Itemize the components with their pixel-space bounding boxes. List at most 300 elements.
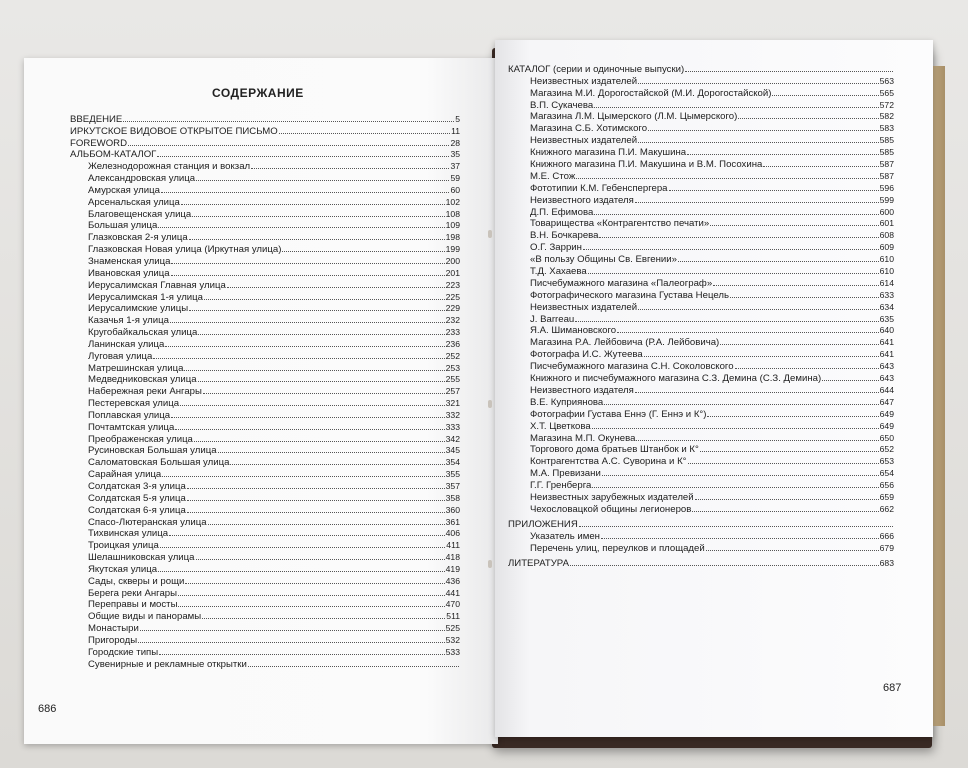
toc-entry-label: Иерусалимская Главная улица (88, 279, 226, 291)
toc-entry-label: Х.Т. Цветкова (530, 420, 591, 432)
toc-entry (70, 267, 460, 279)
toc-entry (70, 599, 460, 611)
dot-leader (638, 309, 879, 310)
toc-entry-page: 357 (445, 481, 460, 491)
toc-entry (70, 397, 460, 409)
toc-entry (70, 646, 460, 658)
toc-entry-page: 563 (879, 75, 894, 86)
toc-entry-page: 252 (445, 350, 460, 361)
toc-entry-label: М.А. Превизани (530, 468, 601, 480)
dot-leader (669, 190, 879, 191)
toc-entry-label: Сувенирные и рекламные открытки (88, 658, 247, 670)
toc-entry-label: Переправы и мосты (88, 599, 178, 611)
page-number-right: 687 (883, 682, 902, 694)
dot-leader (196, 559, 445, 560)
dot-leader (588, 273, 879, 274)
toc-entry-page: 198 (445, 232, 460, 243)
toc-entry (508, 384, 894, 396)
toc-entry-label: Амурская улица (88, 184, 160, 196)
toc-entry-label: Неизвестных издателей (530, 75, 638, 87)
toc-entry (508, 432, 894, 444)
toc-entry (508, 111, 894, 123)
toc-entry-page: 109 (445, 220, 460, 231)
toc-entry-page: 470 (445, 599, 460, 610)
toc-entry (70, 634, 460, 646)
toc-entry (70, 539, 460, 551)
toc-entry (508, 182, 894, 194)
toc-entry (70, 172, 460, 184)
toc-entry-page: 257 (445, 386, 460, 397)
toc-entry (508, 87, 894, 99)
toc-entry-label: Монастыри (88, 623, 139, 635)
toc-entry-page: 533 (445, 646, 460, 657)
toc-entry (508, 558, 894, 570)
toc-entry-label: Шелашниковская улица (88, 552, 195, 564)
toc-entry-page: 635 (879, 313, 894, 324)
dot-leader (678, 261, 879, 262)
toc-entry (70, 291, 460, 303)
toc-entry-label: Книжного и писчебумажного магазина С.З. Демина (С.З. Демина) (530, 373, 822, 385)
toc-entry-page: 649 (879, 408, 894, 419)
toc-entry (70, 338, 460, 350)
dot-leader (189, 310, 445, 311)
toc-entry (70, 516, 460, 528)
toc-entry-label: Солдатская 3-я улица (88, 481, 186, 492)
dot-leader (171, 275, 445, 276)
dot-leader (128, 145, 449, 146)
toc-entry-page: 229 (445, 303, 460, 314)
dot-leader (175, 429, 444, 430)
toc-entry-label: Книжного магазина П.И. Макушина (530, 147, 687, 159)
toc-entry (70, 622, 460, 634)
dot-leader (140, 630, 445, 631)
toc-entry-label: Поплавская улица (88, 409, 171, 421)
dot-leader (687, 154, 879, 155)
dot-leader (161, 192, 450, 193)
toc-entry-page: 583 (879, 123, 894, 134)
toc-entry-label: Пригороды (88, 634, 138, 646)
toc-entry-page: 199 (445, 244, 460, 255)
toc-entry-label: Неизвестных издателей (530, 135, 638, 147)
toc-entry (508, 518, 894, 530)
toc-entry-page: 233 (445, 327, 460, 338)
toc-entry-page: 200 (445, 255, 460, 266)
toc-entry-label: Солдатская 5-я улица (88, 492, 186, 504)
toc-entry-label: Я.А. Шимановского (530, 325, 617, 337)
toc-entry-label: В.Н. Бочкарева (530, 230, 599, 242)
toc-entry (70, 149, 460, 161)
toc-entry (508, 455, 894, 467)
dot-leader (159, 654, 445, 655)
dot-leader (160, 547, 445, 548)
toc-entry-label: Магазина Р.А. Лейбовича (Р.А. Лейбовича) (530, 337, 720, 349)
dot-leader (594, 107, 878, 108)
toc-entry-label: Большая улица (88, 220, 158, 232)
toc-entry-page: 647 (879, 396, 894, 407)
toc-entry (70, 504, 460, 516)
dot-leader (282, 251, 444, 252)
dot-leader (123, 121, 454, 122)
dot-leader (822, 380, 878, 381)
toc-entry-label: Матрешинская улица (88, 362, 184, 374)
toc-entry (508, 146, 894, 158)
dot-leader (279, 133, 450, 134)
dot-leader (138, 642, 444, 643)
toc-entry-label: Неизвестных зарубежных издателей (530, 491, 694, 503)
toc-entry-page: 60 (450, 184, 460, 195)
dot-leader (700, 451, 879, 452)
toc-entry-page: 587 (879, 170, 894, 181)
dot-leader (218, 452, 445, 453)
toc-entry-label: Магазина М.П. Окунева (530, 432, 636, 444)
dot-leader (604, 404, 878, 405)
toc-entry-page: 585 (879, 147, 894, 158)
toc-entry (70, 137, 460, 149)
toc-entry-label: Фотографии Густава Еннэ (Г. Еннэ и К°) (530, 408, 707, 420)
toc-entry (508, 348, 894, 360)
toc-entry (70, 326, 460, 338)
toc-entry (508, 75, 894, 87)
toc-entry-label: J. Barreau (530, 313, 575, 325)
toc-entry (508, 420, 894, 432)
toc-entry-page: 610 (879, 254, 894, 265)
toc-entry (70, 480, 460, 492)
toc-entry-label: Медведниковская улица (88, 374, 197, 386)
dot-leader (187, 488, 445, 489)
toc-entry-label: Д.П. Ефимова (530, 206, 594, 218)
toc-entry-label: Фототипии К.М. Гебенспергера (530, 182, 668, 194)
dot-leader (178, 606, 444, 607)
toc-entry-label: Троицкая улица (88, 540, 159, 552)
toc-entry-label: Неизвестного издателя (530, 194, 634, 206)
toc-entry-label: Иерусалимские улицы (88, 303, 189, 315)
toc-entry (70, 468, 460, 480)
toc-entry (508, 289, 894, 301)
toc-entry-page: 232 (445, 315, 460, 326)
toc-entry-label: Кругобайкальская улица (88, 327, 198, 339)
dot-leader (169, 535, 445, 536)
dot-leader (185, 583, 444, 584)
toc-entry (70, 160, 460, 172)
toc-entry-label: Саломатовская Большая улица (88, 457, 230, 469)
toc-entry-label: Магазина С.Б. Хотимского (530, 123, 648, 135)
toc-entry (70, 385, 460, 397)
toc-entry-page: 436 (445, 575, 460, 586)
toc-entry (508, 265, 894, 277)
toc-entry-label: Арсенальская улица (88, 196, 180, 208)
dot-leader (162, 476, 444, 477)
toc-entry-page: 360 (445, 504, 460, 515)
toc-entry-label: Пестеревская улица (88, 398, 180, 410)
toc-entry-label: ИРКУТСКОЕ ВИДОВОЕ ОТКРЫТОЕ ПИСЬМО (70, 125, 278, 137)
toc-entry (508, 122, 894, 134)
toc-entry-page: 223 (445, 279, 460, 290)
toc-entry-label: FOREWORD (70, 137, 128, 149)
dot-leader (601, 538, 879, 539)
toc-entry (508, 218, 894, 230)
toc-entry-page: 587 (879, 159, 894, 170)
toc-entry (508, 194, 894, 206)
toc-entry (508, 313, 894, 325)
dot-leader (710, 225, 878, 226)
toc-entry (70, 184, 460, 196)
toc-entry-page: 441 (445, 587, 460, 598)
dot-leader (204, 299, 445, 300)
toc-entry (70, 658, 460, 670)
toc-entry-label: М.Е. Стож (530, 170, 576, 182)
toc-entry-page: 345 (445, 445, 460, 456)
dot-leader (170, 322, 445, 323)
dot-leader (602, 475, 879, 476)
toc-entry-page: 108 (445, 208, 460, 219)
toc-entry-label: Знаменская улица (88, 255, 171, 267)
dot-leader (202, 618, 445, 619)
toc-entry-label: Тихвинская улица (88, 528, 169, 540)
toc-entry (508, 277, 894, 289)
toc-entry-page: 525 (445, 623, 460, 634)
dot-leader (617, 332, 879, 333)
toc-entry-page: 355 (445, 469, 460, 480)
toc-entry (70, 492, 460, 504)
toc-entry-page: 582 (879, 111, 894, 122)
toc-entry-page: 654 (879, 468, 894, 479)
toc-entry-label: Солдатская 6-я улица (88, 504, 186, 516)
dot-leader (198, 381, 445, 382)
toc-entry (70, 456, 460, 468)
toc-entry (70, 445, 460, 457)
toc-entry-label: Благовещенская улица (88, 208, 192, 220)
toc-entry-label: Перечень улиц, переулков и площадей (530, 542, 705, 554)
toc-left-column (70, 113, 460, 670)
toc-entry-page: 59 (450, 173, 460, 184)
toc-entry (508, 206, 894, 218)
dot-leader (187, 512, 445, 513)
dot-leader (181, 204, 445, 205)
toc-entry-page: 5 (455, 113, 460, 124)
page-number-left: 686 (38, 703, 57, 715)
toc-entry (508, 170, 894, 182)
toc-entry (508, 444, 894, 456)
toc-entry (70, 231, 460, 243)
toc-entry-page: 601 (879, 218, 894, 229)
toc-entry (70, 587, 460, 599)
binding-thread (488, 230, 492, 238)
toc-entry-page: 321 (445, 398, 460, 409)
toc-entry (70, 196, 460, 208)
toc-entry-label: Преображенская улица (88, 433, 193, 445)
dot-leader (248, 666, 459, 667)
dot-leader (189, 239, 445, 240)
toc-entry-label: Книжного магазина П.И. Макушина и В.М. Посохина (530, 159, 763, 171)
toc-entry-page: 610 (879, 266, 894, 277)
toc-entry-page: 572 (879, 99, 894, 110)
toc-entry-label: Контрагентства А.С. Суворина и К° (530, 456, 687, 468)
toc-entry-page: 666 (879, 530, 894, 541)
toc-entry-label: Якутская улица (88, 563, 158, 575)
toc-entry (70, 303, 460, 315)
toc-entry-page: 225 (445, 291, 460, 302)
page-title: СОДЕРЖАНИЕ (212, 86, 304, 100)
dot-leader (592, 428, 879, 429)
toc-entry (70, 362, 460, 374)
dot-leader (713, 285, 879, 286)
toc-entry (508, 467, 894, 479)
toc-entry (508, 360, 894, 372)
toc-entry-page: 201 (445, 267, 460, 278)
toc-entry (70, 575, 460, 587)
toc-entry-page: 643 (879, 373, 894, 384)
dot-leader (579, 526, 893, 527)
toc-entry-label: Железнодорожная станция и вокзал (88, 161, 251, 173)
toc-entry-page: 633 (879, 289, 894, 300)
dot-leader (570, 565, 879, 566)
toc-entry-page: 565 (879, 87, 894, 98)
dot-leader (706, 550, 879, 551)
dot-leader (638, 83, 879, 84)
toc-entry-label: Г.Г. Гренберга (530, 480, 592, 492)
toc-entry (70, 220, 460, 232)
toc-entry (70, 528, 460, 540)
toc-entry-label: ЛИТЕРАТУРА (508, 558, 569, 570)
toc-right-column (508, 63, 894, 569)
toc-entry-label: Почтамтская улица (88, 421, 175, 433)
toc-entry (508, 491, 894, 503)
toc-entry (508, 325, 894, 337)
toc-entry-label: Магазина Л.М. Цымерского (Л.М. Цымерского) (530, 111, 738, 123)
toc-entry-label: Неизвестного издателя (530, 384, 634, 396)
dot-leader (644, 356, 879, 357)
toc-entry-label: Глазковская 2-я улица (88, 232, 188, 244)
dot-leader (230, 464, 444, 465)
dot-leader (648, 130, 879, 131)
toc-entry-page: 656 (879, 480, 894, 491)
dot-leader (720, 344, 878, 345)
toc-entry-label: ПРИЛОЖЕНИЯ (508, 518, 578, 530)
dot-leader (772, 95, 878, 96)
toc-entry (508, 301, 894, 313)
toc-entry (70, 350, 460, 362)
toc-entry-page: 609 (879, 242, 894, 253)
toc-entry-label: Ивановская улица (88, 267, 170, 279)
dot-leader (208, 524, 445, 525)
toc-entry-label: Магазина М.И. Дорогостайской (М.И. Дорогостайской) (530, 87, 772, 99)
dot-leader (153, 358, 444, 359)
dot-leader (695, 499, 879, 500)
dot-leader (194, 441, 445, 442)
toc-entry (70, 243, 460, 255)
toc-entry-page: 102 (445, 196, 460, 207)
binding-thread (488, 400, 492, 408)
toc-entry (508, 336, 894, 348)
toc-entry (70, 255, 460, 267)
toc-entry-label: Александровская улица (88, 173, 196, 185)
toc-entry-page: 653 (879, 456, 894, 467)
dot-leader (576, 178, 878, 179)
toc-entry-page: 511 (446, 611, 460, 622)
toc-entry (70, 421, 460, 433)
dot-leader (192, 216, 444, 217)
dot-leader (583, 249, 879, 250)
toc-entry-page: 683 (879, 558, 894, 569)
toc-entry-page: 650 (879, 432, 894, 443)
toc-entry-label: АЛЬБОМ-КАТАЛОГ (70, 149, 157, 161)
toc-entry-page: 255 (445, 374, 460, 385)
toc-entry-label: Спасо-Лютеранская улица (88, 516, 207, 528)
toc-entry (70, 374, 460, 386)
toc-entry (508, 479, 894, 491)
toc-entry (70, 551, 460, 563)
dot-leader (171, 263, 444, 264)
toc-entry (508, 503, 894, 515)
toc-entry (70, 409, 460, 421)
toc-entry-label: Т.Д. Хахаева (530, 266, 587, 278)
dot-leader (738, 118, 878, 119)
dot-leader (157, 156, 449, 157)
dot-leader (180, 405, 445, 406)
dot-leader (735, 368, 879, 369)
toc-entry (508, 530, 894, 542)
dot-leader (688, 463, 879, 464)
dot-leader (763, 166, 878, 167)
toc-entry-label: Русиновская Большая улица (88, 445, 217, 457)
toc-entry-page: 236 (445, 338, 460, 349)
toc-entry-label: О.Г. Заррин (530, 242, 582, 254)
toc-entry-label: «В пользу Общины Св. Евгении» (530, 254, 677, 266)
toc-entry (508, 396, 894, 408)
toc-entry-page: 37 (450, 161, 460, 172)
toc-entry-page: 649 (879, 420, 894, 431)
dot-leader (171, 417, 445, 418)
toc-entry-label: Городские типы (88, 646, 159, 658)
dot-leader (158, 227, 444, 228)
toc-entry-page: 600 (879, 206, 894, 217)
toc-entry-label: В.П. Сукачева (530, 99, 594, 111)
dot-leader (635, 392, 879, 393)
toc-entry-page: 644 (879, 384, 894, 395)
dot-leader (730, 297, 879, 298)
toc-entry-page: 253 (445, 362, 460, 373)
toc-entry (508, 229, 894, 241)
toc-entry-label: Казачья 1-я улица (88, 315, 169, 327)
toc-entry (508, 542, 894, 554)
dot-leader (227, 287, 445, 288)
toc-entry-label: Общие виды и панорамы (88, 611, 202, 623)
toc-entry-page: 361 (445, 516, 460, 527)
toc-entry-label: Глазковская Новая улица (Иркутная улица) (88, 244, 282, 256)
binding-thread (488, 560, 492, 568)
toc-entry-page: 406 (445, 528, 460, 539)
toc-entry-label: Писчебумажного магазина С.Н. Соколовского (530, 361, 734, 373)
toc-entry-label: Ланинская улица (88, 338, 165, 350)
toc-entry-page: 643 (879, 361, 894, 372)
toc-entry (508, 134, 894, 146)
toc-entry-page: 332 (445, 409, 460, 420)
dot-leader (251, 168, 449, 169)
toc-entry (508, 99, 894, 111)
toc-entry-page: 679 (879, 542, 894, 553)
toc-entry-label: Сады, скверы и рощи (88, 575, 185, 587)
toc-entry-label: Берега реки Ангары (88, 587, 178, 599)
toc-entry-page: 599 (879, 194, 894, 205)
dot-leader (692, 511, 878, 512)
toc-entry-page: 411 (446, 540, 460, 551)
toc-entry (508, 63, 894, 75)
toc-entry-page: 614 (879, 277, 894, 288)
toc-entry (70, 314, 460, 326)
dot-leader (196, 180, 449, 181)
toc-entry-label: Торгового дома братьев Штанбок и К° (530, 444, 699, 456)
toc-entry (70, 208, 460, 220)
